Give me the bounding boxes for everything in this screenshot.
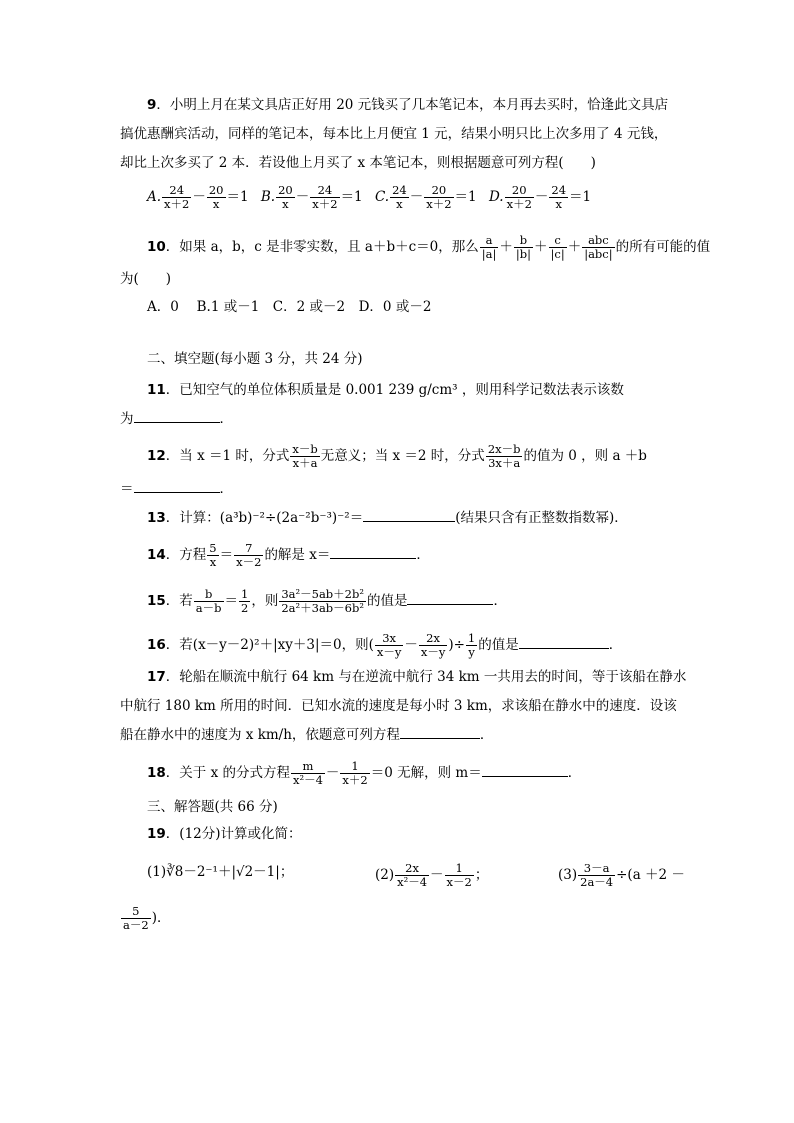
q13-line: 13．计算：(a³b)⁻²÷(2a⁻²b⁻³)⁻²＝ (结果只含有正整数指数幂)． bbox=[147, 507, 628, 528]
q10-number: 10 bbox=[147, 239, 166, 255]
q9-line3: 却比上次多买了 2 本．若设他上月买了 x 本笔记本，则根据题意可列方程( ) bbox=[120, 155, 596, 171]
q19-part2: (2) $\frac{2x}{\text{x²－4}}$ － $\frac{1}{x-2}$ ； bbox=[375, 861, 489, 889]
q15-line: 15．若 $\frac{b}{a-b}$ ＝ $\frac{1}{2}$ ，则 $\frac{\text{3a²－5ab＋2b²}}{\text{2a²＋3ab－6b²}}$ 的值是 ． bbox=[147, 587, 507, 615]
q9-option-b[interactable]: B. $\frac{20}{x}$ － $\frac{24}{x+2}$ ＝1 bbox=[260, 183, 363, 211]
q17-blank[interactable] bbox=[400, 724, 480, 739]
q10-options[interactable]: A．0 B.1 或－1 C．2 或－2 D．0 或－2 bbox=[147, 299, 432, 315]
q15-blank[interactable] bbox=[407, 590, 493, 605]
q14-blank[interactable] bbox=[330, 544, 416, 559]
section3-title: 三、解答题(共 66 分) bbox=[147, 799, 278, 815]
q14-line: 14．方程 $\frac{5}{x}$ ＝ $\frac{7}{x-2}$ 的解是 x＝ ． bbox=[147, 541, 430, 569]
q9-number: 9 bbox=[147, 97, 157, 113]
q9-option-d[interactable]: D. $\frac{20}{x+2}$ － $\frac{24}{x}$ ＝1 bbox=[488, 183, 592, 211]
q17-line3: 船在静水中的速度为 x km/h，依题意可列方程 ． bbox=[120, 724, 493, 745]
q11-line2: 为 ． bbox=[120, 408, 233, 429]
q19-part1: (1)∛8－2⁻¹＋|√2－1|； bbox=[147, 864, 294, 880]
q9-line2: 搞优惠酬宾活动，同样的笔记本，每本比上月便宜 1 元，结果小明只比上次多用了 4 元钱， bbox=[120, 126, 668, 142]
q19-line1: 19．(12分)计算或化简： bbox=[147, 826, 302, 842]
q17-line1: 17．轮船在顺流中航行 64 km 与在逆流中航行 34 km 一共用去的时间，等于该船在静水 bbox=[147, 669, 687, 685]
section2-title: 二、填空题(每小题 3 分，共 24 分) bbox=[147, 351, 363, 367]
q9-option-a[interactable]: A. $\frac{24}{x+2}$ － $\frac{20}{x}$ ＝1 bbox=[147, 183, 249, 211]
q10-line1: 10．如果 a，b，c 是非零实数，且 a＋b＋c＝0，那么 $\frac{a}{|a|}$ ＋ $\frac{b}{|b|}$ ＋ $\frac{c}{|c|}$ ＋ $\frac{\text{abc}}{\text{|abc|}}$ 的所有可能的值 bbox=[147, 233, 711, 261]
q12-blank[interactable] bbox=[134, 478, 220, 493]
q11-blank[interactable] bbox=[134, 408, 220, 423]
q19-part3: (3) $\frac{3-a}{2a-4}$ ÷(a ＋2 － bbox=[558, 861, 685, 889]
q10-line2: 为( ) bbox=[120, 271, 172, 287]
q11-line1: 11．已知空气的单位体积质量是 0.001 239 g/cm³ ，则用科学记数法表示该数 bbox=[147, 382, 624, 398]
q12-line2: ＝ ． bbox=[120, 478, 233, 499]
q19-part3-continued: $\frac{5}{a-2}$ )． bbox=[123, 904, 171, 932]
q16-line: 16．若(x－y－2)²＋|xy＋3|＝0，则( $\frac{3x}{x-y}$ － $\frac{2x}{x-y}$ )÷ $\frac{1}{y}$ 的值是 ． bbox=[147, 631, 623, 659]
q9-option-c[interactable]: C. $\frac{24}{x}$ － $\frac{20}{x+2}$ ＝1 bbox=[374, 183, 477, 211]
q12-line1: 12．当 x ＝1 时，分式 $\frac{x-b}{x+a}$ 无意义；当 x ＝2 时，分式 $\frac{2x-b}{3x+a}$ 的值为 0 ，则 a ＋b bbox=[147, 442, 647, 470]
q18-line: 18．关于 x 的分式方程 $\frac{m}{\text{x²－4}}$ － $\frac{1}{x+2}$ ＝0 无解，则 m＝ ． bbox=[147, 759, 582, 787]
q18-blank[interactable] bbox=[482, 762, 568, 777]
q13-blank[interactable] bbox=[363, 507, 455, 522]
q9-options bbox=[147, 184, 599, 211]
q9-line1: 9．小明上月在某文具店正好用 20 元钱买了几本笔记本，本月再去买时，恰逢此文具店 bbox=[147, 97, 669, 113]
q17-line2: 中航行 180 km 所用的时间．已知水流的速度是每小时 3 km，求该船在静水中的速度．设该 bbox=[120, 698, 677, 714]
q16-blank[interactable] bbox=[519, 634, 609, 649]
